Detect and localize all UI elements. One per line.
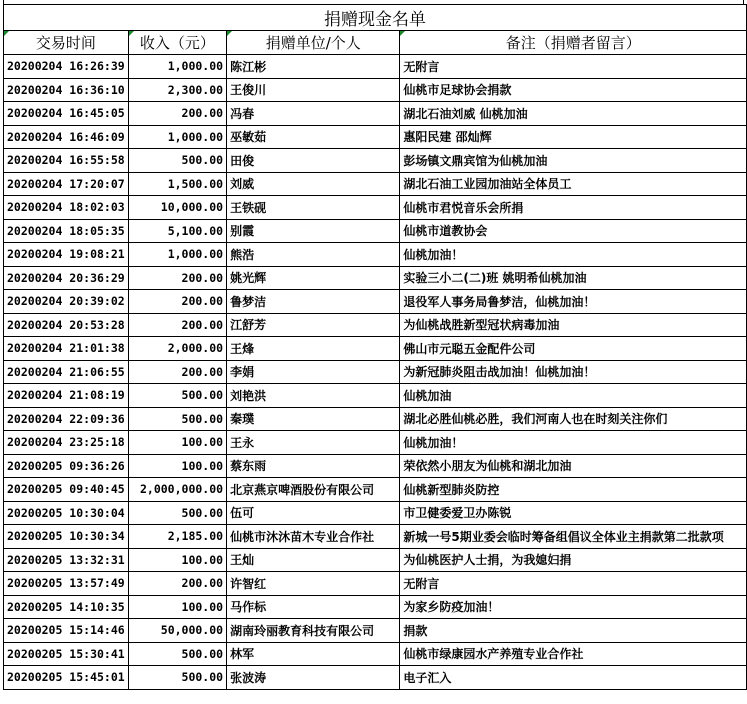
cell-donor[interactable]: 李娟 (227, 360, 400, 384)
cell-amount[interactable]: 100.00 (128, 548, 226, 572)
cell-amount[interactable]: 500.00 (128, 149, 226, 173)
cell-donor[interactable]: 熊浩 (227, 243, 400, 267)
cell-note[interactable]: 为家乡防疫加油！ (400, 595, 747, 619)
header-note[interactable]: 备注（捐赠者留言） (400, 31, 747, 55)
cell-time[interactable]: 20200204 16:45:05 (4, 102, 129, 126)
table-row (4, 642, 747, 666)
cell-time[interactable]: 20200204 16:55:58 (4, 149, 129, 173)
cell-amount[interactable]: 1,000.00 (128, 55, 226, 79)
cell-amount[interactable]: 200.00 (128, 102, 226, 126)
header-time[interactable]: 交易时间 (4, 31, 129, 55)
cell-donor[interactable]: 鲁梦洁 (227, 290, 400, 314)
cell-note[interactable]: 湖北石油工业园加油站全体员工 (400, 172, 747, 196)
cell-time[interactable]: 20200204 20:39:02 (4, 290, 129, 314)
cell-note[interactable]: 仙桃市绿康园水产养殖专业合作社 (400, 642, 747, 666)
table-row (4, 196, 747, 220)
cell-donor[interactable]: 刘威 (227, 172, 400, 196)
cell-donor[interactable]: 巫敏茹 (227, 125, 400, 149)
cell-time[interactable]: 20200204 21:01:38 (4, 337, 129, 361)
cell-amount[interactable]: 500.00 (128, 407, 226, 431)
cell-donor[interactable]: 伍可 (227, 501, 400, 525)
table-row (4, 125, 747, 149)
cell-time[interactable]: 20200204 16:26:39 (4, 55, 129, 79)
cell-time[interactable]: 20200204 21:08:19 (4, 384, 129, 408)
cell-amount[interactable]: 100.00 (128, 454, 226, 478)
cell-note[interactable]: 彭场镇文鼎宾馆为仙桃加油 (400, 149, 747, 173)
cell-time[interactable]: 20200205 14:10:35 (4, 595, 129, 619)
cell-donor[interactable]: 王永 (227, 431, 400, 455)
table-row (4, 431, 747, 455)
table-row (4, 149, 747, 173)
cell-amount[interactable]: 200.00 (128, 572, 226, 596)
cell-amount[interactable]: 500.00 (128, 501, 226, 525)
cell-amount[interactable]: 5,100.00 (128, 219, 226, 243)
cell-note[interactable]: 佛山市元聪五金配件公司 (400, 337, 747, 361)
table-row (4, 501, 747, 525)
cell-donor[interactable]: 仙桃市沐沐苗木专业合作社 (227, 525, 400, 549)
cell-note[interactable]: 湖北必胜仙桃必胜，我们河南人也在时刻关注你们 (400, 407, 747, 431)
cell-time[interactable]: 20200205 13:57:49 (4, 572, 129, 596)
header-row (4, 31, 747, 55)
cell-note[interactable]: 无附言 (400, 572, 747, 596)
sheet-title: 捐赠现金名单 (4, 5, 747, 31)
cell-time[interactable]: 20200204 21:06:55 (4, 360, 129, 384)
table-row (4, 384, 747, 408)
cell-time[interactable]: 20200205 15:45:01 (4, 666, 129, 690)
cell-donor[interactable]: 陈江彬 (227, 55, 400, 79)
table-row (4, 337, 747, 361)
cell-amount[interactable]: 500.00 (128, 642, 226, 666)
cell-donor[interactable]: 冯春 (227, 102, 400, 126)
cell-amount[interactable]: 2,300.00 (128, 78, 226, 102)
cell-amount[interactable]: 200.00 (128, 290, 226, 314)
table-row (4, 219, 747, 243)
cell-note[interactable]: 仙桃加油！ (400, 243, 747, 267)
cell-donor[interactable]: 蔡东雨 (227, 454, 400, 478)
cell-donor[interactable]: 林军 (227, 642, 400, 666)
cell-note[interactable]: 市卫健委爱卫办陈锐 (400, 501, 747, 525)
cell-donor[interactable]: 马作标 (227, 595, 400, 619)
cell-time[interactable]: 20200204 18:05:35 (4, 219, 129, 243)
cell-time[interactable]: 20200204 22:09:36 (4, 407, 129, 431)
cell-note[interactable]: 退役军人事务局鲁梦洁，仙桃加油！ (400, 290, 747, 314)
table-row (4, 243, 747, 267)
table-row (4, 548, 747, 572)
cell-amount[interactable]: 2,000.00 (128, 337, 226, 361)
cell-amount[interactable]: 10,000.00 (128, 196, 226, 220)
table-row (4, 478, 747, 502)
cell-time[interactable]: 20200204 23:25:18 (4, 431, 129, 455)
cell-amount[interactable]: 50,000.00 (128, 619, 226, 643)
table-row (4, 55, 747, 79)
cell-time[interactable]: 20200204 18:02:03 (4, 196, 129, 220)
cell-donor[interactable]: 北京燕京啤酒股份有限公司 (227, 478, 400, 502)
cell-note[interactable]: 为新冠肺炎阻击战加油！仙桃加油！ (400, 360, 747, 384)
table-row (4, 572, 747, 596)
cell-donor[interactable]: 王铁砚 (227, 196, 400, 220)
table-row (4, 360, 747, 384)
cell-amount[interactable]: 200.00 (128, 360, 226, 384)
table-row (4, 407, 747, 431)
cell-note[interactable]: 实验三小二(二)班 姚明希仙桃加油 (400, 266, 747, 290)
cell-amount[interactable]: 100.00 (128, 431, 226, 455)
cell-note[interactable]: 为仙桃战胜新型冠状病毒加油 (400, 313, 747, 337)
cell-amount[interactable]: 100.00 (128, 595, 226, 619)
cell-amount[interactable]: 1,500.00 (128, 172, 226, 196)
cell-amount[interactable]: 500.00 (128, 666, 226, 690)
cell-note[interactable]: 仙桃新型肺炎防控 (400, 478, 747, 502)
cell-time[interactable]: 20200205 15:14:46 (4, 619, 129, 643)
cell-note[interactable]: 电子汇入 (400, 666, 747, 690)
table-row (4, 619, 747, 643)
table-row (4, 313, 747, 337)
cell-time[interactable]: 20200205 15:30:41 (4, 642, 129, 666)
cell-note[interactable]: 捐款 (400, 619, 747, 643)
cell-time[interactable]: 20200204 20:53:28 (4, 313, 129, 337)
cell-time[interactable]: 20200204 16:46:09 (4, 125, 129, 149)
cell-time[interactable]: 20200205 09:40:45 (4, 478, 129, 502)
table-row (4, 78, 747, 102)
table-row (4, 266, 747, 290)
table-row (4, 290, 747, 314)
cell-amount[interactable]: 200.00 (128, 266, 226, 290)
cell-note[interactable]: 为仙桃医护人士捐，为我媳妇捐 (400, 548, 747, 572)
cell-note[interactable]: 仙桃市足球协会捐款 (400, 78, 747, 102)
cell-time[interactable]: 20200205 10:30:04 (4, 501, 129, 525)
table-row (4, 102, 747, 126)
cell-time[interactable]: 20200204 17:20:07 (4, 172, 129, 196)
cell-time[interactable]: 20200205 10:30:34 (4, 525, 129, 549)
cell-donor[interactable]: 秦璞 (227, 407, 400, 431)
cell-donor[interactable]: 王烽 (227, 337, 400, 361)
cell-note[interactable]: 仙桃市道教协会 (400, 219, 747, 243)
cell-donor[interactable]: 许智红 (227, 572, 400, 596)
cell-amount[interactable]: 1,000.00 (128, 243, 226, 267)
cell-note[interactable]: 荣依然小朋友为仙桃和湖北加油 (400, 454, 747, 478)
cell-amount[interactable]: 2,000,000.00 (128, 478, 226, 502)
cell-donor[interactable]: 别霞 (227, 219, 400, 243)
header-donor[interactable]: 捐赠单位/个人 (227, 31, 400, 55)
cell-donor[interactable]: 王俊川 (227, 78, 400, 102)
cell-donor[interactable]: 湖南玲丽教育科技有限公司 (227, 619, 400, 643)
cell-donor[interactable]: 张波涛 (227, 666, 400, 690)
cell-note[interactable]: 湖北石油刘威 仙桃加油 (400, 102, 747, 126)
cell-note[interactable]: 无附言 (400, 55, 747, 79)
cell-time[interactable]: 20200204 19:08:21 (4, 243, 129, 267)
cell-donor[interactable]: 江舒芳 (227, 313, 400, 337)
cell-note[interactable]: 仙桃市君悦音乐会所捐 (400, 196, 747, 220)
cell-note[interactable]: 新城一号5期业委会临时筹备组倡议全体业主捐款第二批款项 (400, 525, 747, 549)
cell-note[interactable]: 仙桃加油！ (400, 431, 747, 455)
cell-time[interactable]: 20200204 20:36:29 (4, 266, 129, 290)
table-row (4, 595, 747, 619)
header-amount[interactable]: 收入（元） (128, 31, 226, 55)
cell-donor[interactable]: 刘艳洪 (227, 384, 400, 408)
cell-amount[interactable]: 200.00 (128, 313, 226, 337)
cell-amount[interactable]: 1,000.00 (128, 125, 226, 149)
cell-note[interactable]: 惠阳民建 邵灿辉 (400, 125, 747, 149)
cell-time[interactable]: 20200204 16:36:10 (4, 78, 129, 102)
cell-donor[interactable]: 王灿 (227, 548, 400, 572)
cell-donor[interactable]: 姚光辉 (227, 266, 400, 290)
cell-note[interactable]: 仙桃加油 (400, 384, 747, 408)
cell-amount[interactable]: 500.00 (128, 384, 226, 408)
table-row (4, 454, 747, 478)
cell-amount[interactable]: 2,185.00 (128, 525, 226, 549)
cell-time[interactable]: 20200205 13:32:31 (4, 548, 129, 572)
table-row (4, 525, 747, 549)
cell-time[interactable]: 20200205 09:36:26 (4, 454, 129, 478)
table-row (4, 666, 747, 690)
table-row (4, 172, 747, 196)
cell-donor[interactable]: 田俊 (227, 149, 400, 173)
donation-table (3, 4, 747, 690)
